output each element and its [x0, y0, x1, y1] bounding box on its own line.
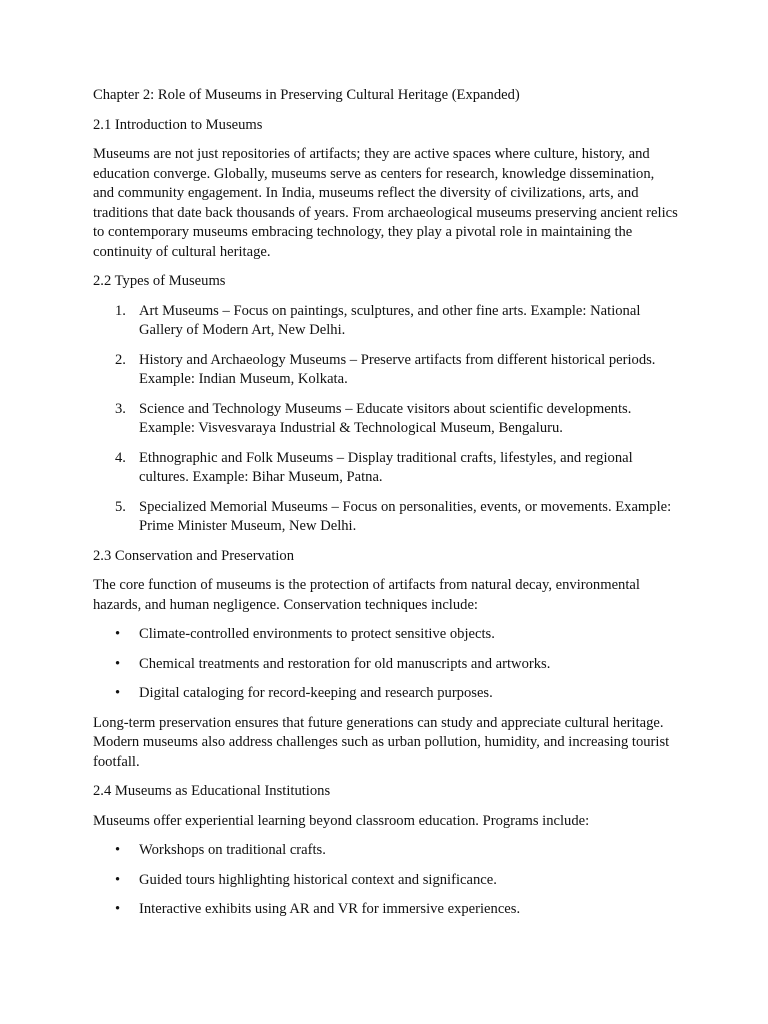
list-item-text: Guided tours highlighting historical context and significance. [139, 871, 497, 888]
bullet-icon: • [115, 626, 121, 642]
list-number: 4. [115, 449, 126, 466]
list-item [93, 351, 678, 390]
list-item-text: Workshops on traditional crafts. [139, 842, 326, 858]
section-2-2-heading: 2.2 Types of Museums [93, 273, 226, 289]
bullet-icon: • [115, 655, 121, 672]
list-item-text: History and Archaeology Museums – Preserve artifacts from different historical periods. Example: Indian Museum, Kolkata. [139, 351, 656, 387]
conservation-techniques-list [93, 625, 678, 704]
list-item [93, 841, 678, 861]
bullet-icon: • [115, 871, 121, 888]
section-2-3-intro: The core function of museums is the protection of artifacts from natural decay, environmental hazards, and human negligence. Conservation techniques include: [93, 577, 640, 613]
bullet-icon: • [115, 842, 121, 858]
education-programs-list [93, 841, 678, 920]
list-item [93, 400, 678, 439]
bullet-icon: • [115, 901, 121, 917]
list-item [93, 684, 678, 704]
list-item [93, 625, 678, 645]
list-item-text: Chemical treatments and restoration for old manuscripts and artworks. [139, 655, 551, 672]
list-item [93, 900, 678, 920]
section-2-1-paragraph: Museums are not just repositories of artifacts; they are active spaces where culture, history, and education converge. Globally, museums serve as centers for research, knowledge dissemination, and community engagement. In India, museums reflect the diversity of civilizations, arts, and traditions that date back thousands of years. From archaeological museums preserving ancient relics to contemporary museums embracing technology, they play a pivotal role in maintaining the continuity of cultural heritage. [93, 146, 678, 260]
list-item [93, 449, 678, 488]
list-item [93, 871, 678, 891]
museum-types-list [93, 302, 678, 537]
list-item-text: Interactive exhibits using AR and VR for immersive experiences. [139, 901, 521, 917]
list-number: 3. [115, 400, 126, 417]
list-item-text: Art Museums – Focus on paintings, sculptures, and other fine arts. Example: National Gallery of Modern Art, New Delhi. [139, 302, 641, 338]
section-2-4-intro: Museums offer experiential learning beyond classroom education. Programs include: [93, 812, 590, 829]
list-item-text: Ethnographic and Folk Museums – Display traditional crafts, lifestyles, and regional cultures. Example: Bihar Museum, Patna. [139, 449, 633, 485]
list-item-text: Specialized Memorial Museums – Focus on personalities, events, or movements. Example: Prime Minister Museum, New Delhi. [139, 498, 672, 534]
list-item [93, 498, 678, 537]
list-number: 5. [115, 498, 126, 515]
section-2-1-heading: 2.1 Introduction to Museums [93, 116, 263, 133]
list-item [93, 655, 678, 675]
list-item-text: Science and Technology Museums – Educate visitors about scientific developments. Example: Visvesvaraya Industrial & Technological Museum, Bengaluru. [139, 400, 632, 436]
list-item [93, 302, 678, 341]
section-2-4-heading: 2.4 Museums as Educational Institutions [93, 783, 331, 799]
section-2-3-closing: Long-term preservation ensures that future generations can study and appreciate cultural heritage. Modern museums also address challenges such as urban pollution, humidity, and increasing tourist footfall. [93, 714, 670, 770]
chapter-title: Chapter 2: Role of Museums in Preserving Cultural Heritage (Expanded) [93, 87, 520, 103]
list-item-text: Digital cataloging for record-keeping and research purposes. [139, 685, 493, 701]
document-body [93, 86, 678, 930]
list-number: 2. [115, 351, 126, 368]
list-number: 1. [115, 302, 126, 319]
bullet-icon: • [115, 685, 121, 701]
list-item-text: Climate-controlled environments to protect sensitive objects. [139, 626, 495, 642]
section-2-3-heading: 2.3 Conservation and Preservation [93, 547, 295, 564]
